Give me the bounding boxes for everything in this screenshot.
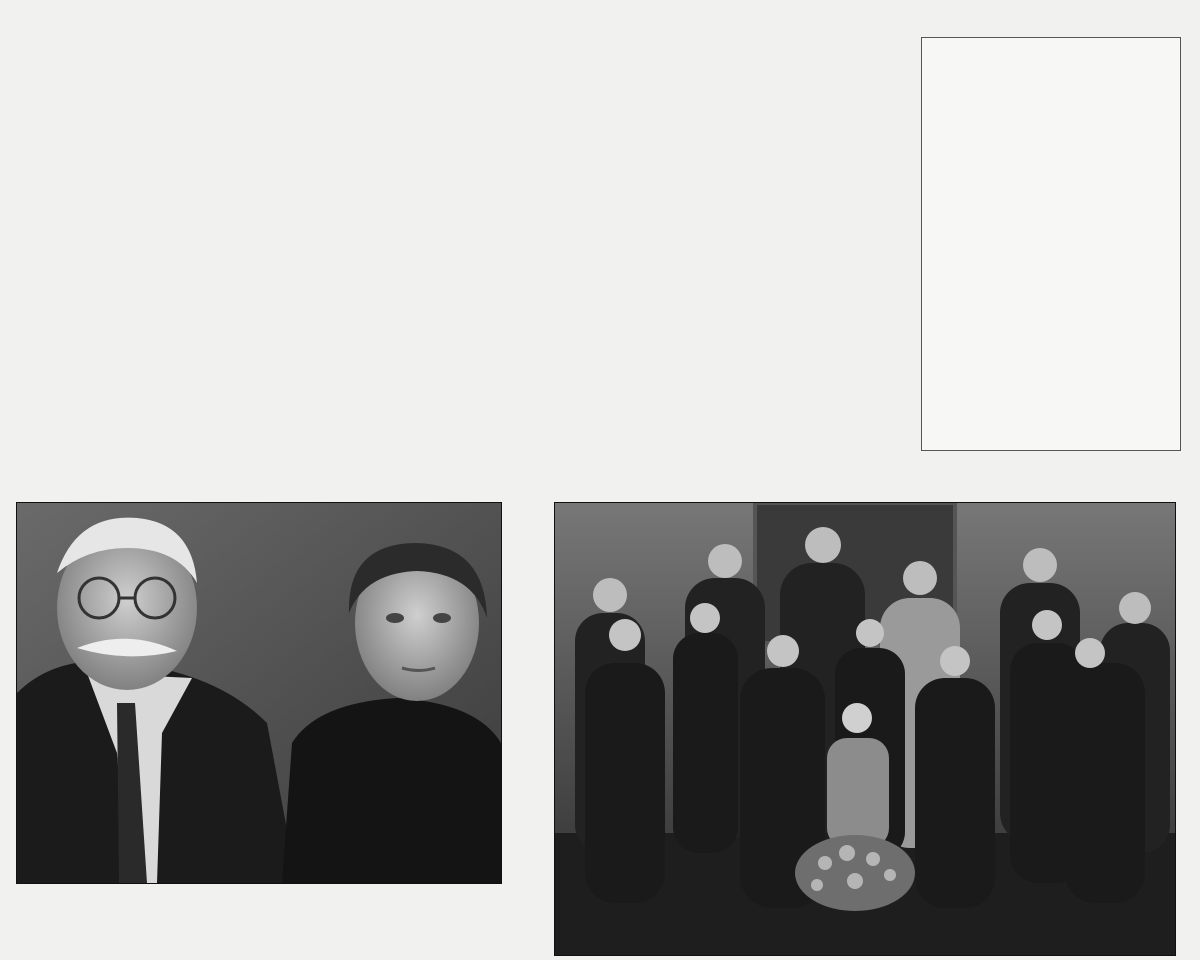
portrait-photo: [16, 502, 502, 884]
memorial-card: [921, 37, 1181, 451]
family-group-photo: [554, 502, 1176, 956]
